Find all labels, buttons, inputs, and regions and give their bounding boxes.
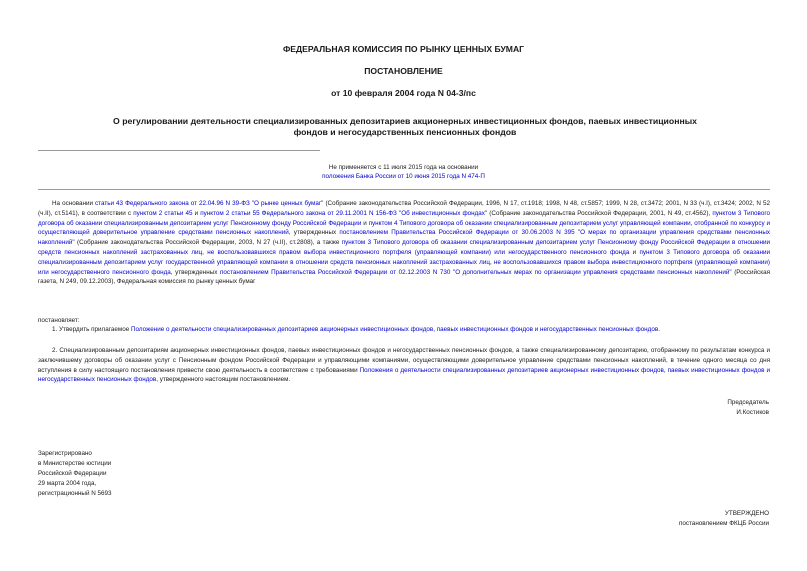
paragraph-text: , утвержденного настоящим постановлением. — [156, 376, 291, 384]
approved-by-line: постановлением ФКЦБ России — [678, 520, 769, 527]
approved-line: УТВЕРЖДЕНО — [724, 510, 769, 517]
paragraph-text: (Собрание законодательства Российской Федерации, 2003, N 27 (ч.II), ст.2808), а также — [74, 239, 342, 247]
preamble-paragraph — [38, 199, 770, 287]
hyperlink[interactable]: пунктом 4 Типового договора об оказании специализированным депозитарием услуг управляющей компании, отобранной по конкурсу и осуществляющей доверительное управление средствами пенсионных накоплений — [38, 219, 770, 237]
hyperlink[interactable]: Положение о деятельности специализированных депозитариев акционерных инвестиционных фондов, паевых инвестиционных фондов и негосударственных пенсионных фондов — [130, 326, 659, 333]
signature-position: Председатель — [727, 399, 769, 406]
paragraph-text: , утвержденных — [288, 229, 340, 237]
hyperlink[interactable]: пунктом 3 Типового договора об оказании специализированным депозитарием услуг Пенсионному фонду Российской Федерации — [38, 209, 770, 227]
paragraph-text: и — [361, 219, 369, 227]
status-note-link-wrap — [0, 172, 807, 181]
hyperlink[interactable]: пунктом 2 статьи 55 Федерального закона от 29.11.2001 N 156-ФЗ "Об инвестиционных фондах" — [200, 209, 488, 217]
paragraph-text: , утвержденных — [170, 268, 221, 276]
status-note-text: Не применяется с 11 июля 2015 года на основании — [328, 164, 479, 171]
signature-name: И.Костиков — [736, 409, 769, 416]
hyperlink[interactable]: постановлением Правительства Российской Федерации от 02.12.2003 N 730 "О дополнительных мерах по организации управления средствами пенсионных накоплений" — [220, 268, 732, 276]
item-2-paragraph — [38, 346, 770, 385]
registration-line: Российской Федерации — [38, 470, 107, 477]
paragraph-text: (Российская газета, N 249, 09.12.2003), Федеральная комиссия по рынку ценных бумаг — [38, 268, 771, 286]
hyperlink[interactable]: постановлением Правительства Российской Федерации от 30.06.2003 N 395 "О мерах по организации управления средствами пенсионных накоплений" — [38, 229, 771, 247]
paragraph-text: (Собрание законодательства Российской Федерации, 1996, N 17, ст.1918; 1998, N 48, ст.5857; 1999, N 28, ст.3472; 2001, N 33 (ч.I), ст.3424; 2002, N 52 (ч.II), ст.5141), в соответствии с — [38, 200, 770, 217]
paragraph-text: . — [658, 326, 660, 333]
hyperlink[interactable]: Положения о деятельности специализированных депозитариев акционерных инвестиционных фондов, паевых инвестиционных фондов и негосударственных пенсионных фондов — [38, 366, 770, 384]
paragraph-text: и — [629, 248, 640, 256]
paragraph-text: 1. Утвердить прилагаемое — [52, 326, 131, 333]
document-title: О регулировании деятельности специализированных депозитариев акционерных инвестиционных фондов, паевых инвестиционных фондов и негосударственных пенсионных фондов — [113, 116, 697, 137]
hyperlink[interactable]: пунктом 3 Типового договора об оказании специализированным депозитарием услуг государственной управляющей компании в отношении средств пенсионных накоплений застрахованных лиц, не воспользовавшихся правом выбора инвестиционного портфеля (управляющей компании) или негосударственного пенсионного фонда — [38, 248, 770, 276]
document-date-number: от 10 февраля 2004 года N 04-3/пс — [331, 88, 476, 98]
divider-short — [38, 150, 320, 151]
registration-line: в Министерстве юстиции — [38, 460, 112, 467]
item-1-paragraph — [38, 325, 770, 335]
divider-full — [38, 189, 770, 190]
paragraph-text: (Собрание законодательства Российской Федерации, 2001, N 49, ст.4562), — [487, 209, 713, 217]
hyperlink[interactable]: пунктом 3 Типового договора об оказании специализированным депозитарием услуг Пенсионному фонду Российской Федерации в отношении средств пенсионных накоплений застрахованных лиц, не воспользовавшихся правом выбора инвестиционного портфеля (управляющей компании) или негосударственного пенсионного фонда — [38, 239, 771, 256]
status-note-link[interactable]: положения Банка России от 10 июня 2015 года N 474-П — [322, 173, 485, 180]
registration-line: Зарегистрировано — [38, 450, 92, 457]
paragraph-text: и — [192, 209, 201, 217]
hyperlink[interactable]: статьи 43 Федерального закона от 22.04.96 N 39-ФЗ "О рынке ценных бумаг" — [95, 200, 324, 207]
paragraph-text: 2. Специализированным депозитариям акционерных инвестиционных фондов, паевых инвестиционных фондов и негосударственных пенсионных фондов, а также специализированному депозитарию, отобранному по результатам конкурса и заключившему договоры об оказании услуг с Пенсионным фондом Российской Федерации и управляющими компаниями, осуществляющими доверительное управление средствами пенсионных накоплений, в течение одного месяца со дня вступления в силу настоящего постановления привести свою деятельность в соответствие с требованиями — [38, 347, 770, 374]
resolves-label: постановляет: — [38, 317, 80, 324]
registration-line: 29 марта 2004 года, — [38, 480, 97, 487]
agency-name: ФЕДЕРАЛЬНАЯ КОМИССИЯ ПО РЫНКУ ЦЕННЫХ БУМАГ — [282, 44, 525, 54]
hyperlink[interactable]: пунктом 2 статьи 45 — [133, 209, 193, 217]
registration-line: регистрационный N 5693 — [38, 490, 112, 497]
registration-block — [38, 449, 288, 499]
paragraph-text: На основании — [52, 200, 96, 207]
document-type: ПОСТАНОВЛЕНИЕ — [364, 66, 443, 76]
